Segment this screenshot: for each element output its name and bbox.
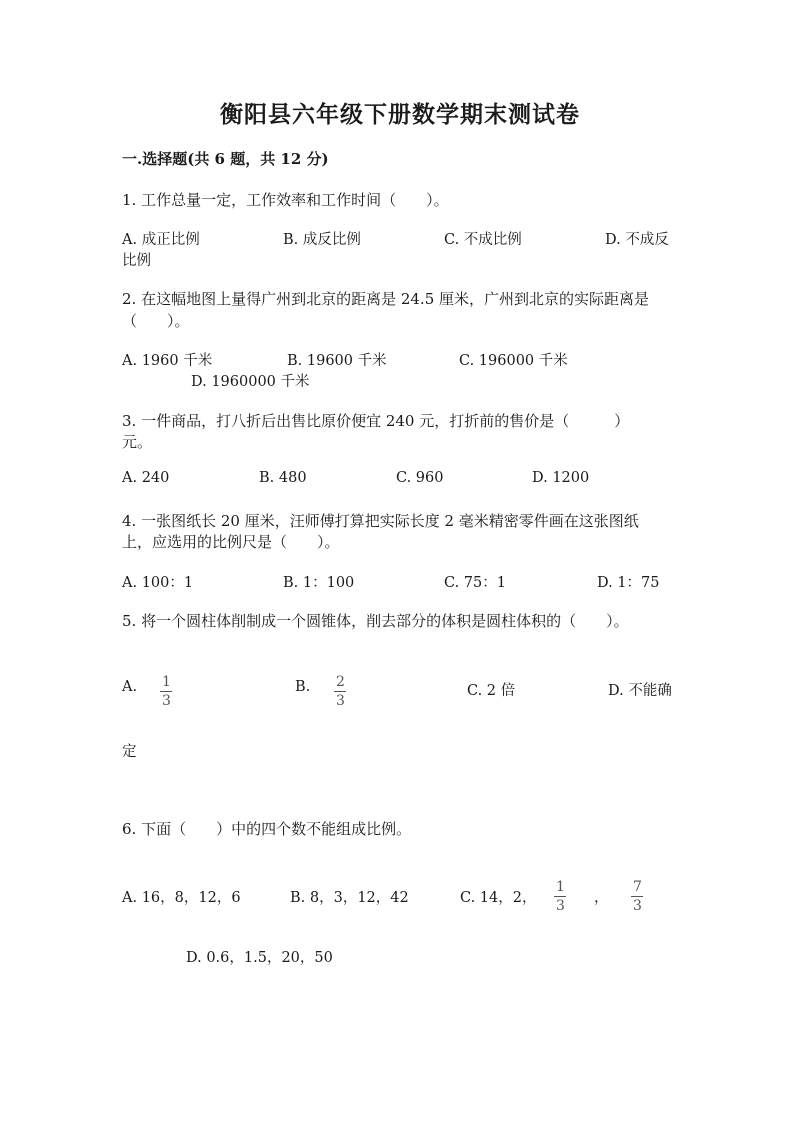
question-2-text: 2. 在这幅地图上量得广州到北京的距离是 24.5 厘米，广州到北京的实际距离是 bbox=[122, 290, 650, 308]
question-6-option-b[interactable]: B. 8，3，12，42 bbox=[290, 890, 409, 906]
question-5-option-d-wrap: 定 bbox=[122, 744, 137, 760]
question-5-option-b-fraction bbox=[334, 675, 347, 708]
section-heading: 一.选择题(共 6 题，共 12 分) bbox=[122, 150, 329, 168]
question-3-option-b[interactable]: B. 480 bbox=[259, 470, 307, 486]
question-2-option-d[interactable]: D. 1960000 千米 bbox=[191, 374, 310, 390]
question-4-option-c[interactable]: C. 75：1 bbox=[444, 575, 506, 591]
page-title: 衡阳县六年级下册数学期末测试卷 bbox=[220, 101, 580, 128]
fraction-denominator: 3 bbox=[162, 693, 171, 709]
question-6-option-c-fraction-2 bbox=[631, 880, 644, 913]
question-6-option-d[interactable]: D. 0.6，1.5，20，50 bbox=[186, 950, 333, 966]
question-2-option-b[interactable]: B. 19600 千米 bbox=[287, 353, 387, 369]
question-6-option-c[interactable]: C. 14，2， bbox=[460, 890, 537, 906]
fraction-denominator: 3 bbox=[336, 693, 345, 709]
question-3-option-a[interactable]: A. 240 bbox=[122, 470, 170, 486]
question-1-option-c[interactable]: C. 不成比例 bbox=[444, 232, 522, 248]
question-3-option-c[interactable]: C. 960 bbox=[396, 470, 444, 486]
question-1-option-b[interactable]: B. 成反比例 bbox=[283, 232, 361, 248]
question-2-text-cont: （ ）。 bbox=[122, 312, 190, 330]
question-1-text: 1. 工作总量一定，工作效率和工作时间（ ）。 bbox=[122, 191, 449, 209]
question-4-text: 4. 一张图纸长 20 厘米，汪师傅打算把实际长度 2 毫米精密零件画在这张图纸 bbox=[122, 512, 639, 530]
question-5-text: 5. 将一个圆柱体削制成一个圆锥体，削去部分的体积是圆柱体积的（ ）。 bbox=[122, 612, 629, 630]
question-1-option-d[interactable]: D. 不成反 bbox=[605, 232, 669, 248]
question-3-text: 3. 一件商品，打八折后出售比原价便宜 240 元，打折前的售价是（ ） bbox=[122, 412, 630, 430]
fraction-denominator: 3 bbox=[556, 898, 565, 914]
question-1-option-d-wrap: 比例 bbox=[122, 253, 151, 269]
question-3-option-d[interactable]: D. 1200 bbox=[532, 470, 590, 486]
fraction-numerator: 7 bbox=[633, 879, 642, 895]
question-2-option-c[interactable]: C. 196000 千米 bbox=[459, 353, 568, 369]
fraction-numerator: 1 bbox=[162, 674, 171, 690]
question-6-option-c-separator: ， bbox=[594, 890, 609, 906]
fraction-denominator: 3 bbox=[633, 898, 642, 914]
question-4-option-a[interactable]: A. 100：1 bbox=[122, 575, 194, 591]
question-4-option-b[interactable]: B. 1：100 bbox=[283, 575, 355, 591]
fraction-numerator: 1 bbox=[556, 879, 565, 895]
question-4-text-cont: 上，应选用的比例尺是（ ）。 bbox=[122, 533, 340, 551]
question-5-option-b[interactable]: B. bbox=[295, 679, 311, 695]
question-2-option-a[interactable]: A. 1960 千米 bbox=[122, 353, 213, 369]
question-5-option-c[interactable]: C. 2 倍 bbox=[467, 683, 516, 699]
question-3-text-cont: 元。 bbox=[122, 433, 153, 451]
question-6-text: 6. 下面（ ）中的四个数不能组成比例。 bbox=[122, 820, 412, 838]
question-6-option-a[interactable]: A. 16，8，12，6 bbox=[122, 890, 241, 906]
question-5-option-a[interactable]: A. bbox=[122, 679, 138, 695]
question-5-option-a-fraction bbox=[160, 675, 173, 708]
question-1-option-a[interactable]: A. 成正比例 bbox=[122, 232, 200, 248]
question-5-option-d[interactable]: D. 不能确 bbox=[608, 683, 672, 699]
question-4-option-d[interactable]: D. 1：75 bbox=[597, 575, 660, 591]
question-6-option-c-fraction-1 bbox=[554, 880, 567, 913]
fraction-numerator: 2 bbox=[336, 674, 345, 690]
